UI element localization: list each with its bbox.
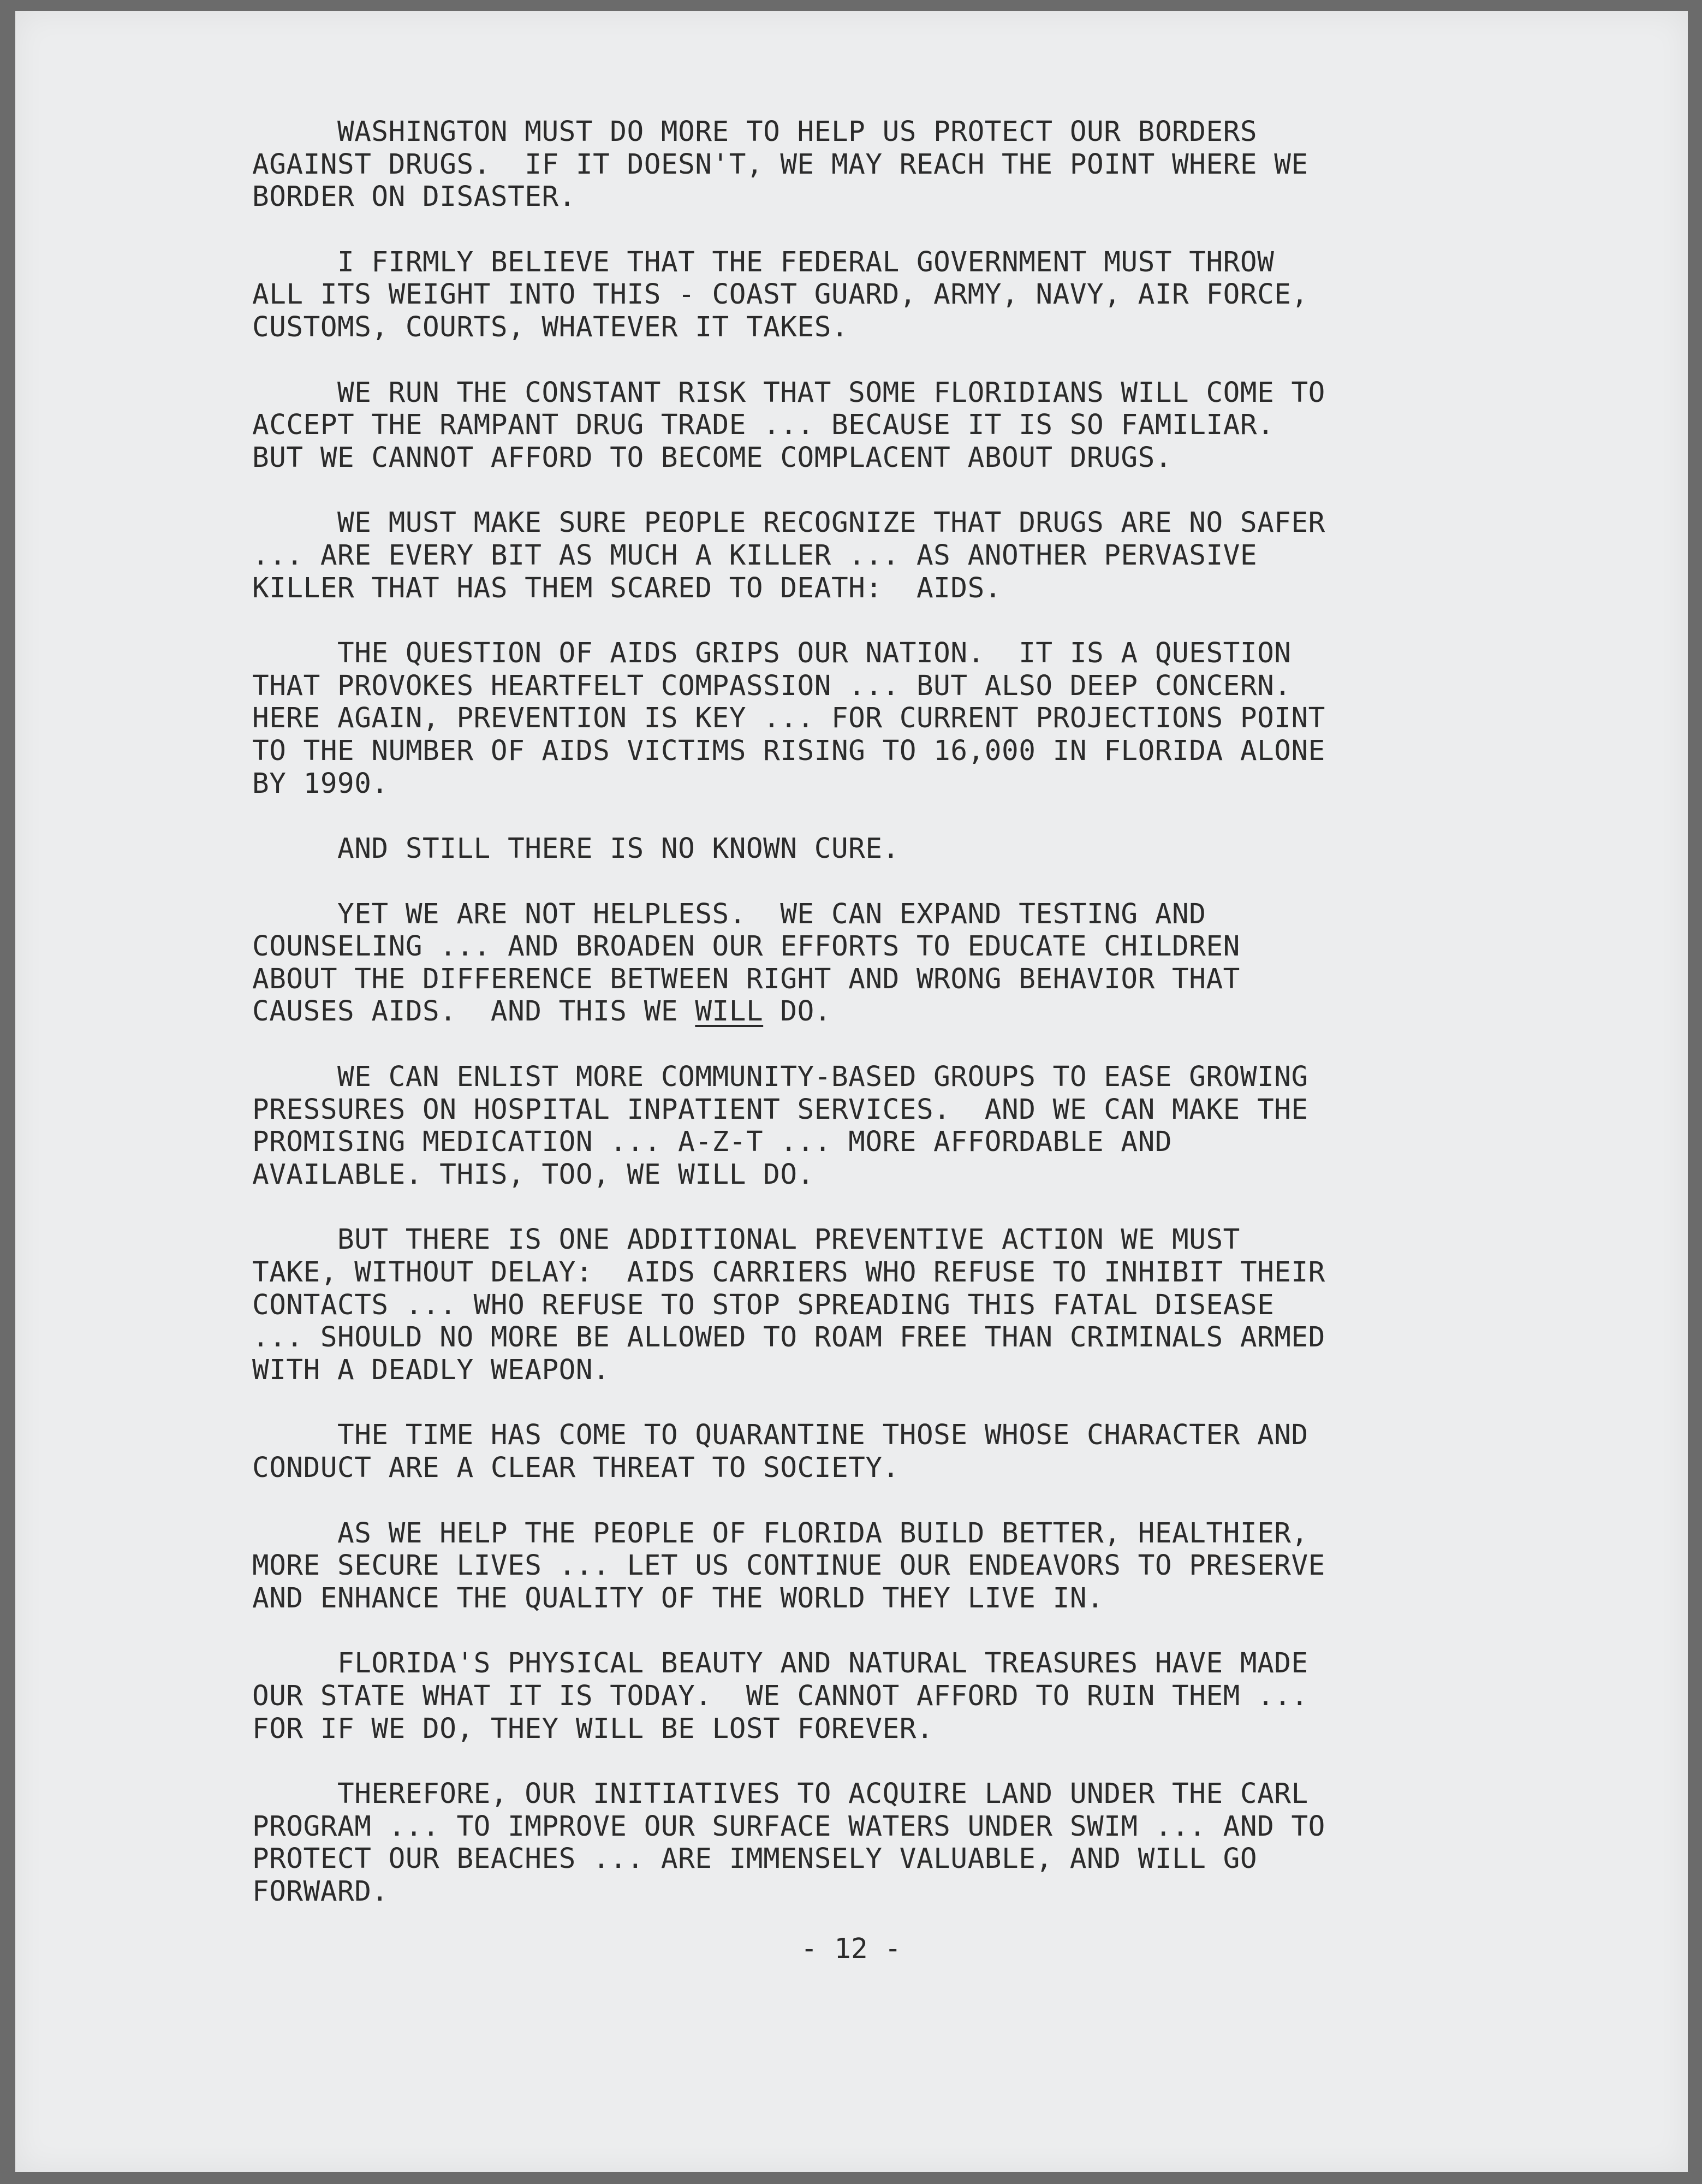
text-line: YET WE ARE NOT HELPLESS. WE CAN EXPAND TESTING AND: [252, 898, 1206, 930]
text-line: MORE SECURE LIVES ... LET US CONTINUE OUR ENDEAVORS TO PRESERVE: [252, 1550, 1325, 1582]
text-line: WE RUN THE CONSTANT RISK THAT SOME FLORIDIANS WILL COME TO: [252, 376, 1325, 409]
paragraph: [252, 507, 1540, 604]
text-line: FORWARD.: [252, 1875, 389, 1908]
text-line: BUT WE CANNOT AFFORD TO BECOME COMPLACENT ABOUT DRUGS.: [252, 441, 1173, 474]
text-line: ALL ITS WEIGHT INTO THIS - COAST GUARD, ARMY, NAVY, AIR FORCE,: [252, 278, 1308, 311]
text-segment: DO.: [763, 995, 831, 1028]
text-line: PROGRAM ... TO IMPROVE OUR SURFACE WATERS UNDER SWIM ... AND TO: [252, 1810, 1325, 1843]
underlined-word: WILL: [695, 995, 764, 1028]
page-number: - 12 -: [800, 1933, 902, 1965]
text-segment: CAUSES AIDS. AND THIS WE: [252, 995, 695, 1028]
paragraph: [252, 377, 1540, 474]
text-line: AND ENHANCE THE QUALITY OF THE WORLD THEY LIVE IN.: [252, 1582, 1104, 1615]
text-line: WE CAN ENLIST MORE COMMUNITY-BASED GROUPS TO EASE GROWING: [252, 1061, 1308, 1094]
text-line: CONDUCT ARE A CLEAR THREAT TO SOCIETY.: [252, 1452, 900, 1484]
text-line: ... ARE EVERY BIT AS MUCH A KILLER ... AS ANOTHER PERVASIVE: [252, 539, 1258, 572]
text-line: CUSTOMS, COURTS, WHATEVER IT TAKES.: [252, 311, 849, 343]
text-line: BORDER ON DISASTER.: [252, 181, 576, 213]
paragraph: [252, 637, 1540, 800]
text-line: AGAINST DRUGS. IF IT DOESN'T, WE MAY REACH THE POINT WHERE WE: [252, 148, 1308, 181]
paragraph: [252, 246, 1540, 344]
text-line: PRESSURES ON HOSPITAL INPATIENT SERVICES. AND WE CAN MAKE THE: [252, 1093, 1308, 1126]
text-line: KILLER THAT HAS THEM SCARED TO DEATH: AIDS.: [252, 572, 1002, 604]
text-line: WE MUST MAKE SURE PEOPLE RECOGNIZE THAT DRUGS ARE NO SAFER: [252, 507, 1325, 539]
paragraph: [252, 833, 1540, 865]
text-line: BUT THERE IS ONE ADDITIONAL PREVENTIVE ACTION WE MUST: [252, 1224, 1240, 1256]
paragraph: [252, 1647, 1540, 1745]
text-line: TO THE NUMBER OF AIDS VICTIMS RISING TO 16,000 IN FLORIDA ALONE: [252, 734, 1325, 767]
paragraph: [252, 1517, 1540, 1615]
paragraph: [252, 898, 1540, 1028]
text-line: TAKE, WITHOUT DELAY: AIDS CARRIERS WHO REFUSE TO INHIBIT THEIR: [252, 1256, 1325, 1289]
text-line: AS WE HELP THE PEOPLE OF FLORIDA BUILD BETTER, HEALTHIER,: [252, 1517, 1308, 1550]
document-body: [252, 116, 1540, 1941]
text-line: OUR STATE WHAT IT IS TODAY. WE CANNOT AFFORD TO RUIN THEM ...: [252, 1679, 1308, 1712]
text-line: BY 1990.: [252, 767, 389, 800]
text-line: COUNSELING ... AND BROADEN OUR EFFORTS TO EDUCATE CHILDREN: [252, 930, 1240, 963]
text-line: THE QUESTION OF AIDS GRIPS OUR NATION. IT IS A QUESTION: [252, 637, 1292, 670]
paragraph: [252, 116, 1540, 213]
text-line: ABOUT THE DIFFERENCE BETWEEN RIGHT AND WRONG BEHAVIOR THAT: [252, 963, 1240, 995]
text-line: AVAILABLE. THIS, TOO, WE WILL DO.: [252, 1158, 814, 1191]
paragraph: [252, 1778, 1540, 1908]
paragraph: [252, 1419, 1540, 1484]
text-line: AND STILL THERE IS NO KNOWN CURE.: [252, 833, 900, 865]
text-line: WASHINGTON MUST DO MORE TO HELP US PROTECT OUR BORDERS: [252, 116, 1258, 148]
text-line: THE TIME HAS COME TO QUARANTINE THOSE WHOSE CHARACTER AND: [252, 1419, 1308, 1452]
paragraph: [252, 1061, 1540, 1191]
text-line: PROMISING MEDICATION ... A-Z-T ... MORE AFFORDABLE AND: [252, 1126, 1173, 1159]
text-line: FLORIDA'S PHYSICAL BEAUTY AND NATURAL TREASURES HAVE MADE: [252, 1647, 1308, 1680]
text-line: THAT PROVOKES HEARTFELT COMPASSION ... BUT ALSO DEEP CONCERN.: [252, 669, 1292, 702]
text-line: CONTACTS ... WHO REFUSE TO STOP SPREADING THIS FATAL DISEASE: [252, 1289, 1275, 1321]
paragraph: [252, 1224, 1540, 1386]
text-line: FOR IF WE DO, THEY WILL BE LOST FOREVER.: [252, 1712, 934, 1745]
text-line: I FIRMLY BELIEVE THAT THE FEDERAL GOVERNMENT MUST THROW: [252, 246, 1275, 278]
text-line: THEREFORE, OUR INITIATIVES TO ACQUIRE LAND UNDER THE CARL: [252, 1778, 1308, 1811]
text-line: WITH A DEADLY WEAPON.: [252, 1354, 610, 1386]
text-line: [252, 995, 1540, 1028]
text-line: PROTECT OUR BEACHES ... ARE IMMENSELY VALUABLE, AND WILL GO: [252, 1843, 1258, 1876]
text-line: ACCEPT THE RAMPANT DRUG TRADE ... BECAUSE IT IS SO FAMILIAR.: [252, 409, 1275, 442]
text-line: ... SHOULD NO MORE BE ALLOWED TO ROAM FREE THAN CRIMINALS ARMED: [252, 1321, 1325, 1354]
text-line: HERE AGAIN, PREVENTION IS KEY ... FOR CURRENT PROJECTIONS POINT: [252, 702, 1325, 735]
